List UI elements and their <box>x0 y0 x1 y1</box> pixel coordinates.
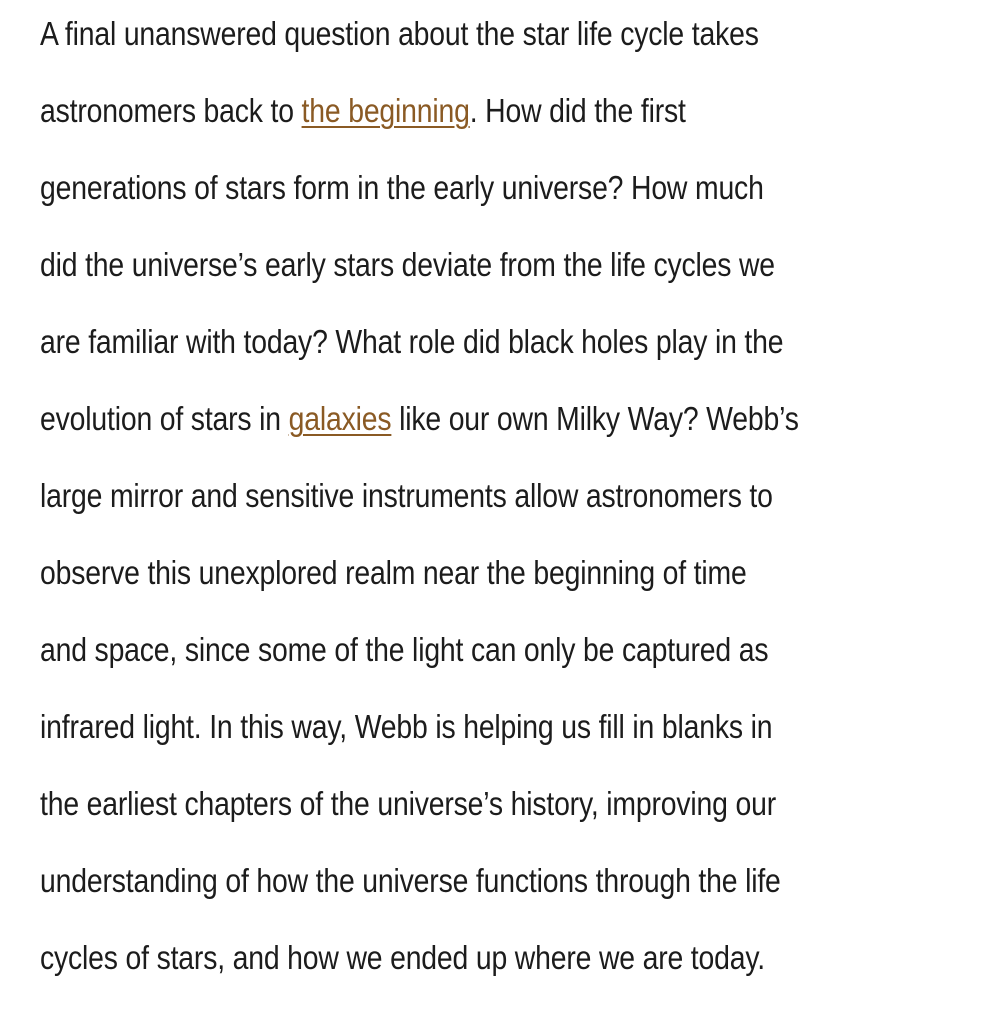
paragraph-line: large mirror and sensitive instruments allow astronomers to <box>40 477 773 514</box>
paragraph-line: the earliest chapters of the universe’s history, improving our <box>40 785 776 822</box>
paragraph-line: generations of stars form in the early universe? How much <box>40 169 764 206</box>
paragraph-line: did the universe’s early stars deviate from the life cycles we <box>40 246 775 283</box>
paragraph-line: A final unanswered question about the star life cycle takes <box>40 15 759 52</box>
line-text: like our own Milky Way? Webb’s <box>391 400 799 437</box>
paragraph-line: and space, since some of the light can only be captured as <box>40 631 769 668</box>
line-text: . How did the first <box>469 92 686 129</box>
paragraph-line: are familiar with today? What role did black holes play in the <box>40 323 784 360</box>
line-text: evolution of stars in <box>40 400 289 437</box>
paragraph-line <box>40 380 866 457</box>
line-text: astronomers back to <box>40 92 302 129</box>
the-beginning-link[interactable]: the beginning <box>301 92 470 129</box>
galaxies-link[interactable]: galaxies <box>288 400 392 437</box>
paragraph-line: observe this unexplored realm near the beginning of time <box>40 554 747 591</box>
paragraph-line <box>40 72 866 149</box>
paragraph-line: cycles of stars, and how we ended up where we are today. <box>40 939 765 976</box>
paragraph-line: infrared light. In this way, Webb is helping us fill in blanks in <box>40 708 773 745</box>
paragraph-line: understanding of how the universe functions through the life <box>40 862 781 899</box>
